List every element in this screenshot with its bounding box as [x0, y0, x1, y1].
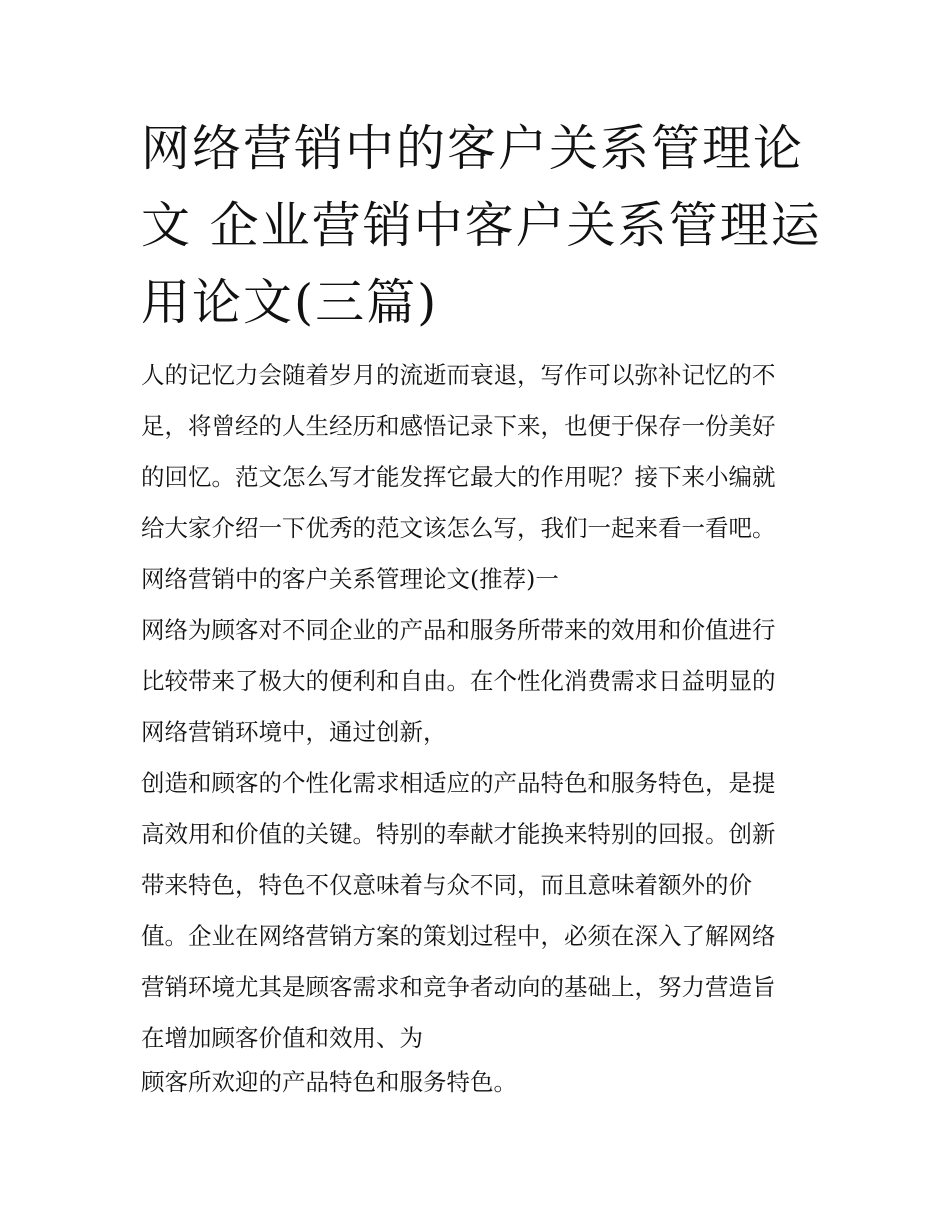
intro-line-4: 给大家介绍一下优秀的范文该怎么写，我们一起来看一看吧。	[141, 514, 776, 542]
paragraph-1-line-1: 网络为顾客对不同企业的产品和服务所带来的效用和价值进行	[141, 616, 776, 644]
section-heading: 网络营销中的客户关系管理论文(推荐)一	[141, 565, 559, 593]
paragraph-3-line-1: 顾客所欢迎的产品特色和服务特色。	[141, 1068, 517, 1096]
paragraph-1-line-3: 网络营销环境中，通过创新，	[141, 718, 447, 746]
paragraph-1-line-2: 比较带来了极大的便利和自由。在个性化消费需求日益明显的	[141, 667, 776, 695]
paragraph-2-line-3: 带来特色，特色不仅意味着与众不同，而且意味着额外的价	[141, 871, 752, 899]
intro-line-1: 人的记忆力会随着岁月的流逝而衰退，写作可以弥补记忆的不	[141, 361, 776, 389]
paragraph-2-line-1: 创造和顾客的个性化需求相适应的产品特色和服务特色，是提	[141, 769, 776, 797]
title-line-2: 文 企业营销中客户关系管理运	[141, 197, 822, 254]
document-page	[141, 110, 822, 1108]
title-line-3: 用论文(三篇)	[141, 274, 439, 331]
document-title	[141, 110, 822, 341]
paragraph-2-line-6: 在增加顾客价值和效用、为	[141, 1024, 423, 1052]
paragraph-2-line-4: 值。企业在网络营销方案的策划过程中，必须在深入了解网络	[141, 922, 776, 950]
intro-line-2: 足，将曾经的人生经历和感悟记录下来，也便于保存一份美好	[141, 412, 776, 440]
document-body	[141, 350, 813, 1108]
paragraph-2-line-5: 营销环境尤其是顾客需求和竞争者动向的基础上，努力营造旨	[141, 973, 776, 1001]
intro-line-3: 的回忆。范文怎么写才能发挥它最大的作用呢？接下来小编就	[141, 463, 776, 491]
title-line-1: 网络营销中的客户关系管理论	[141, 120, 805, 177]
paragraph-2-line-2: 高效用和价值的关键。特别的奉献才能换来特别的回报。创新	[141, 820, 776, 848]
